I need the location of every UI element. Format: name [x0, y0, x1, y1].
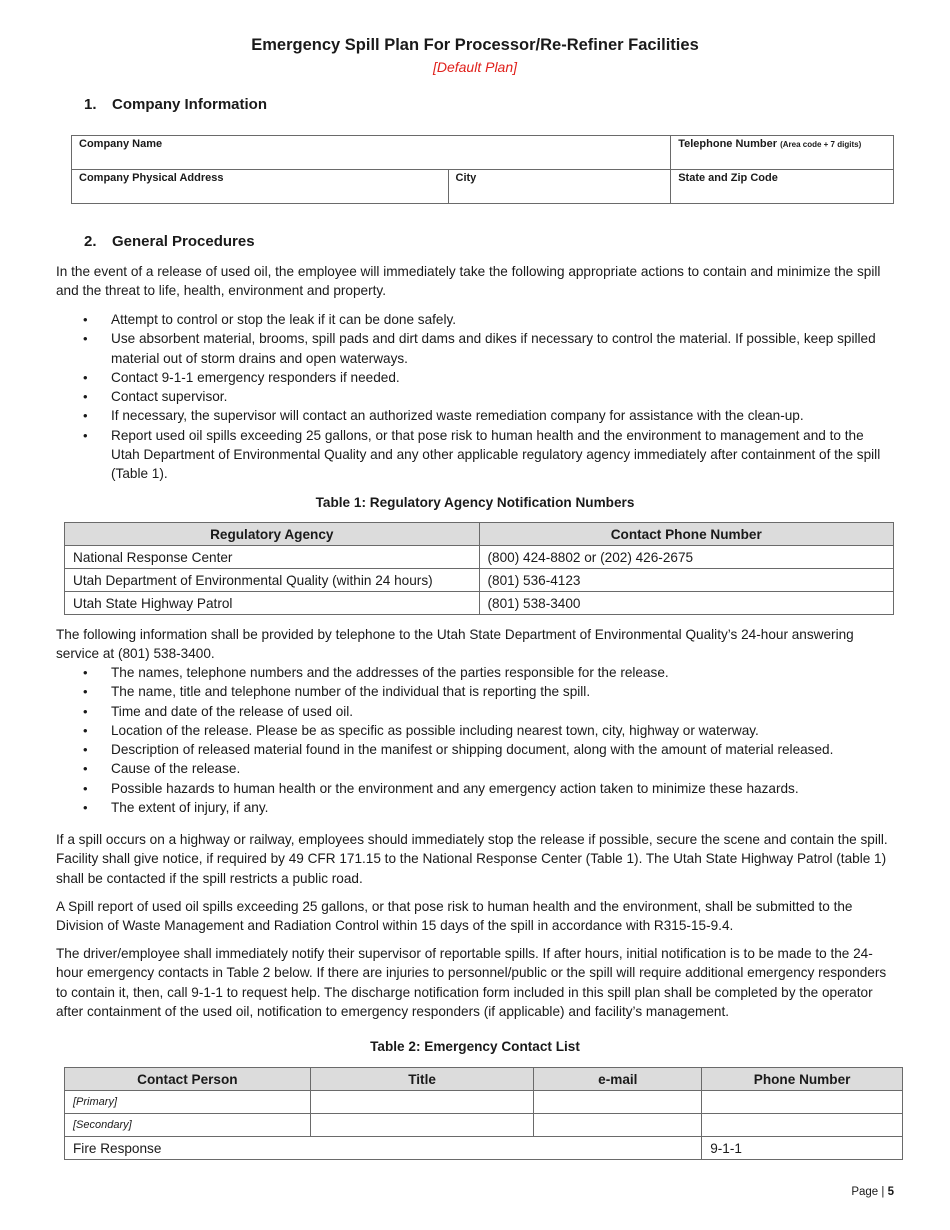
section-1-title: Company Information [112, 96, 268, 113]
section-1-heading [84, 96, 267, 113]
telephone-note: (Area code + 7 digits) [780, 140, 862, 149]
actions-list [56, 310, 896, 484]
primary-email-cell[interactable] [534, 1091, 702, 1114]
list-item: • Attempt to control or stop the leak if it can be done safely. [56, 310, 896, 329]
company-info-table [71, 135, 894, 204]
list-item: • Report used oil spills exceeding 25 gallons, or that pose risk to human health and the environment to management and to the Utah Department of Environmental Quality and any other applicable regulatory agency immediately after containment of the spill (Table 1). [56, 426, 896, 484]
list-item: • The name, title and telephone number of the individual that is reporting the spill. [56, 682, 896, 701]
list-item: • Time and date of the release of used oil. [56, 702, 896, 721]
table-row [65, 1091, 903, 1114]
secondary-phone-cell[interactable] [702, 1114, 903, 1137]
agency-cell: Utah Department of Environmental Quality (within 24 hours) [65, 569, 480, 592]
phone-cell: (801) 538-3400 [479, 592, 893, 615]
telephone-label: Telephone Number [678, 138, 778, 150]
section-2-heading [84, 233, 255, 250]
telephone-info-intro: The following information shall be provided by telephone to the Utah State Department of Environmental Quality’s 24-hour answering service at (801) 538-3400. [56, 627, 854, 662]
state-zip-field[interactable]: State and Zip Code [671, 170, 894, 204]
regulatory-agency-table [64, 522, 894, 615]
city-field[interactable]: City [448, 170, 671, 204]
table-row [65, 1114, 903, 1137]
document-subtitle: [Default Plan] [432, 59, 518, 75]
list-item: • Cause of the release. [56, 759, 896, 778]
page-footer [851, 1186, 894, 1198]
column-header: Regulatory Agency [65, 523, 480, 546]
list-item: • Location of the release. Please be as specific as possible including nearest town, city, highway or waterway. [56, 721, 896, 740]
page-number: 5 [887, 1186, 894, 1198]
fire-response-cell: Fire Response [65, 1137, 702, 1160]
section-2-title: General Procedures [112, 233, 255, 250]
list-item: • Possible hazards to human health or the environment and any emergency action taken to minimize these hazards. [56, 779, 896, 798]
list-item: • Use absorbent material, brooms, spill pads and dirt dams and dikes if necessary to control the material. If possible, keep spilled material out of storm drains and open waterways. [56, 329, 896, 368]
secondary-title-cell[interactable] [310, 1114, 534, 1137]
notification-paragraph: The driver/employee shall immediately notify their supervisor of reportable spills. If after hours, initial notification is to be made to the 24-hour emergency contacts in Table 2 below. If there are injuries to personnel/public or the spill will require additional emergency responders to contain it, then, call 9-1-1 to request help. The discharge notification form included in this spill plan shall be completed by the operator after containment of the used oil, notification to emergency responders (if applicable) and facility’s management. [56, 946, 887, 1019]
table-2-caption: Table 2: Emergency Contact List [370, 1039, 580, 1054]
highway-spill-paragraph: If a spill occurs on a highway or railway, employees should immediately stop the release if possible, secure the scene and contain the spill. Facility shall give notice, if required by 49 CFR 171.15 to the National Response Center (Table 1). The Utah State Highway Patrol (table 1) shall be contacted if the spill restricts a public road. [56, 832, 888, 886]
primary-phone-cell[interactable] [702, 1091, 903, 1114]
list-item: • Contact 9-1-1 emergency responders if needed. [56, 368, 896, 387]
column-header: Contact Person [65, 1068, 311, 1091]
telephone-field[interactable] [671, 136, 894, 170]
procedures-intro: In the event of a release of used oil, the employee will immediately take the following appropriate actions to contain and minimize the spill and the threat to life, health, environment and property. [56, 264, 881, 299]
table-1-caption: Table 1: Regulatory Agency Notification Numbers [315, 495, 635, 510]
agency-cell: Utah State Highway Patrol [65, 592, 480, 615]
list-item: • The names, telephone numbers and the addresses of the parties responsible for the release. [56, 663, 896, 682]
emergency-contact-table [64, 1067, 903, 1160]
primary-title-cell[interactable] [310, 1091, 534, 1114]
company-name-field[interactable]: Company Name [72, 136, 671, 170]
table-row [65, 1137, 903, 1160]
list-item: • The extent of injury, if any. [56, 798, 896, 817]
page-separator: | [881, 1186, 885, 1198]
table-row [65, 592, 894, 615]
column-header: Title [310, 1068, 534, 1091]
spill-report-paragraph: A Spill report of used oil spills exceeding 25 gallons, or that pose risk to human health and the environment, shall be submitted to the Division of Waste Management and Radiation Control within 15 days of the spill in accordance with R315-15-9.4. [56, 899, 853, 934]
required-info-list [56, 663, 896, 817]
table-row [65, 569, 894, 592]
document-title: Emergency Spill Plan For Processor/Re-Refiner Facilities [251, 36, 699, 54]
phone-cell: (800) 424-8802 or (202) 426-2675 [479, 546, 893, 569]
list-item: • Description of released material found in the manifest or shipping document, along with the amount of material released. [56, 740, 896, 759]
secondary-email-cell[interactable] [534, 1114, 702, 1137]
column-header: Contact Phone Number [479, 523, 893, 546]
page-label: Page [851, 1186, 879, 1198]
secondary-contact-cell[interactable]: [Secondary] [65, 1114, 311, 1137]
column-header: e-mail [534, 1068, 702, 1091]
list-item: • Contact supervisor. [56, 387, 896, 406]
section-1-number: 1. [84, 96, 97, 113]
agency-cell: National Response Center [65, 546, 480, 569]
primary-contact-cell[interactable]: [Primary] [65, 1091, 311, 1114]
phone-cell: (801) 536-4123 [479, 569, 893, 592]
address-field[interactable]: Company Physical Address [72, 170, 449, 204]
fire-phone-cell: 9-1-1 [702, 1137, 903, 1160]
section-2-number: 2. [84, 233, 97, 250]
table-row [65, 546, 894, 569]
column-header: Phone Number [702, 1068, 903, 1091]
list-item: • If necessary, the supervisor will contact an authorized waste remediation company for assistance with the clean-up. [56, 406, 896, 425]
